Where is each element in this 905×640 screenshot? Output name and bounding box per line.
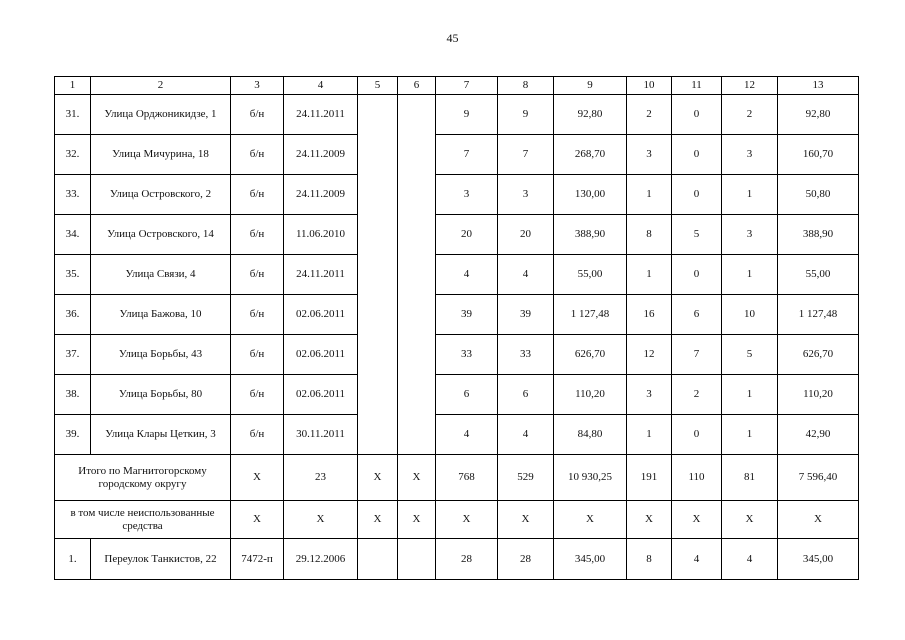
header-cell: 5 (358, 77, 398, 95)
table-cell: 130,00 (554, 175, 627, 215)
table-cell: 23 (284, 455, 358, 501)
table-cell: 6 (436, 375, 498, 415)
document-cell: б/н (231, 375, 284, 415)
table-cell: 55,00 (778, 255, 859, 295)
table-cell: X (498, 501, 554, 539)
address-cell: Улица Орджоникидзе, 1 (91, 95, 231, 135)
address-cell: Улица Борьбы, 80 (91, 375, 231, 415)
table-cell: 2 (722, 95, 778, 135)
empty-cell (398, 539, 436, 580)
date-cell: 02.06.2011 (284, 335, 358, 375)
table-cell: 1 (722, 255, 778, 295)
address-cell: Улица Мичурина, 18 (91, 135, 231, 175)
table-cell: 6 (498, 375, 554, 415)
table-row (55, 175, 859, 215)
address-cell: Улица Бажова, 10 (91, 295, 231, 335)
row-number: 33. (55, 175, 91, 215)
table-cell: 81 (722, 455, 778, 501)
table-row (55, 215, 859, 255)
table-cell: 4 (498, 415, 554, 455)
date-cell: 24.11.2011 (284, 255, 358, 295)
header-row (55, 77, 859, 95)
header-cell: 7 (436, 77, 498, 95)
row-number: 34. (55, 215, 91, 255)
row-number: 32. (55, 135, 91, 175)
table-row (55, 295, 859, 335)
table-row (55, 95, 859, 135)
address-cell: Улица Клары Цеткин, 3 (91, 415, 231, 455)
row-number: 31. (55, 95, 91, 135)
table-cell: 2 (672, 375, 722, 415)
document-cell: б/н (231, 255, 284, 295)
table-row (55, 539, 859, 580)
header-cell: 13 (778, 77, 859, 95)
header-cell: 10 (627, 77, 672, 95)
table-cell: 5 (722, 335, 778, 375)
date-cell: 24.11.2011 (284, 95, 358, 135)
header-cell: 9 (554, 77, 627, 95)
table-cell: 110 (672, 455, 722, 501)
table-cell: 10 930,25 (554, 455, 627, 501)
document-cell: б/н (231, 335, 284, 375)
table-cell: 9 (436, 95, 498, 135)
table-cell: 1 (722, 175, 778, 215)
table-cell: 0 (672, 175, 722, 215)
table-cell: 28 (436, 539, 498, 580)
table-cell: 110,20 (554, 375, 627, 415)
table-cell: 768 (436, 455, 498, 501)
document-cell: б/н (231, 135, 284, 175)
total-label: Итого по Магнитогорскому городскому округу (55, 455, 231, 501)
date-cell: 29.12.2006 (284, 539, 358, 580)
table-cell: 1 (627, 415, 672, 455)
address-cell: Улица Связи, 4 (91, 255, 231, 295)
table-cell: 4 (672, 539, 722, 580)
empty-cell (358, 539, 398, 580)
address-cell: Улица Островского, 2 (91, 175, 231, 215)
table-cell: 0 (672, 415, 722, 455)
table-cell: X (436, 501, 498, 539)
document-cell: б/н (231, 215, 284, 255)
unused-funds-row (55, 501, 859, 539)
header-cell: 11 (672, 77, 722, 95)
table-cell: X (398, 455, 436, 501)
document-cell: б/н (231, 415, 284, 455)
table-cell: X (672, 501, 722, 539)
table-cell: 7 (498, 135, 554, 175)
table-row (55, 375, 859, 415)
empty-cell (358, 95, 398, 455)
table-cell: 33 (436, 335, 498, 375)
table-cell: 1 (627, 255, 672, 295)
table-cell: 6 (672, 295, 722, 335)
table-cell: 55,00 (554, 255, 627, 295)
date-cell: 02.06.2011 (284, 375, 358, 415)
table-cell: 160,70 (778, 135, 859, 175)
date-cell: 30.11.2011 (284, 415, 358, 455)
table-cell: 2 (627, 95, 672, 135)
table-cell: 92,80 (554, 95, 627, 135)
table-cell: 3 (722, 135, 778, 175)
data-table (54, 76, 859, 580)
row-number: 36. (55, 295, 91, 335)
document-cell: б/н (231, 175, 284, 215)
table-cell: 1 127,48 (554, 295, 627, 335)
table-cell: 1 (722, 415, 778, 455)
row-number: 1. (55, 539, 91, 580)
table-cell: 0 (672, 95, 722, 135)
document-cell: 7472-п (231, 539, 284, 580)
table-row (55, 415, 859, 455)
table-cell: 110,20 (778, 375, 859, 415)
table-cell: 388,90 (554, 215, 627, 255)
table-cell: 20 (436, 215, 498, 255)
table-cell: 5 (672, 215, 722, 255)
unused-funds-label: в том числе неиспользованные средства (55, 501, 231, 539)
table-cell: 39 (498, 295, 554, 335)
table-cell: 16 (627, 295, 672, 335)
table-row (55, 135, 859, 175)
table-cell: 9 (498, 95, 554, 135)
table-cell: 3 (627, 375, 672, 415)
table-cell: X (398, 501, 436, 539)
date-cell: 24.11.2009 (284, 135, 358, 175)
table-cell: 0 (672, 135, 722, 175)
header-cell: 8 (498, 77, 554, 95)
table-cell: X (284, 501, 358, 539)
table-cell: X (627, 501, 672, 539)
table-cell: 33 (498, 335, 554, 375)
table-cell: 345,00 (778, 539, 859, 580)
header-cell: 3 (231, 77, 284, 95)
table-cell: 12 (627, 335, 672, 375)
table-cell: 7 596,40 (778, 455, 859, 501)
table-cell: 3 (722, 215, 778, 255)
table-cell: 3 (436, 175, 498, 215)
table-cell: 1 (627, 175, 672, 215)
header-cell: 4 (284, 77, 358, 95)
table-cell: 39 (436, 295, 498, 335)
table-cell: X (231, 455, 284, 501)
address-cell: Улица Островского, 14 (91, 215, 231, 255)
table-cell: 0 (672, 255, 722, 295)
table-cell: 626,70 (554, 335, 627, 375)
table-cell: X (778, 501, 859, 539)
table-cell: 4 (436, 255, 498, 295)
document-cell: б/н (231, 95, 284, 135)
table-cell: 4 (436, 415, 498, 455)
table-cell: 28 (498, 539, 554, 580)
header-cell: 12 (722, 77, 778, 95)
header-cell: 2 (91, 77, 231, 95)
page-number: 45 (446, 31, 459, 45)
table-cell: 388,90 (778, 215, 859, 255)
table-cell: 529 (498, 455, 554, 501)
table-cell: 4 (498, 255, 554, 295)
header-cell: 1 (55, 77, 91, 95)
row-number: 37. (55, 335, 91, 375)
address-cell: Улица Борьбы, 43 (91, 335, 231, 375)
total-row (55, 455, 859, 501)
table-cell: 7 (436, 135, 498, 175)
table-cell: 10 (722, 295, 778, 335)
row-number: 38. (55, 375, 91, 415)
table-cell: 3 (498, 175, 554, 215)
address-cell: Переулок Танкистов, 22 (91, 539, 231, 580)
table-cell: 1 (722, 375, 778, 415)
row-number: 35. (55, 255, 91, 295)
table-cell: X (722, 501, 778, 539)
table-cell: 8 (627, 215, 672, 255)
table-cell: 20 (498, 215, 554, 255)
table-cell: 84,80 (554, 415, 627, 455)
table-row (55, 255, 859, 295)
table-row (55, 335, 859, 375)
date-cell: 24.11.2009 (284, 175, 358, 215)
table-cell: X (358, 501, 398, 539)
table-cell: 345,00 (554, 539, 627, 580)
table-cell: 191 (627, 455, 672, 501)
date-cell: 11.06.2010 (284, 215, 358, 255)
date-cell: 02.06.2011 (284, 295, 358, 335)
table-cell: 50,80 (778, 175, 859, 215)
document-cell: б/н (231, 295, 284, 335)
table-cell: 4 (722, 539, 778, 580)
table-cell: X (358, 455, 398, 501)
empty-cell (398, 95, 436, 455)
table-cell: 268,70 (554, 135, 627, 175)
table-cell: 626,70 (778, 335, 859, 375)
table-cell: 8 (627, 539, 672, 580)
table-cell: X (554, 501, 627, 539)
table-cell: 92,80 (778, 95, 859, 135)
header-cell: 6 (398, 77, 436, 95)
table-cell: 7 (672, 335, 722, 375)
table-cell: 3 (627, 135, 672, 175)
row-number: 39. (55, 415, 91, 455)
table-cell: 42,90 (778, 415, 859, 455)
table-cell: 1 127,48 (778, 295, 859, 335)
table-cell: X (231, 501, 284, 539)
